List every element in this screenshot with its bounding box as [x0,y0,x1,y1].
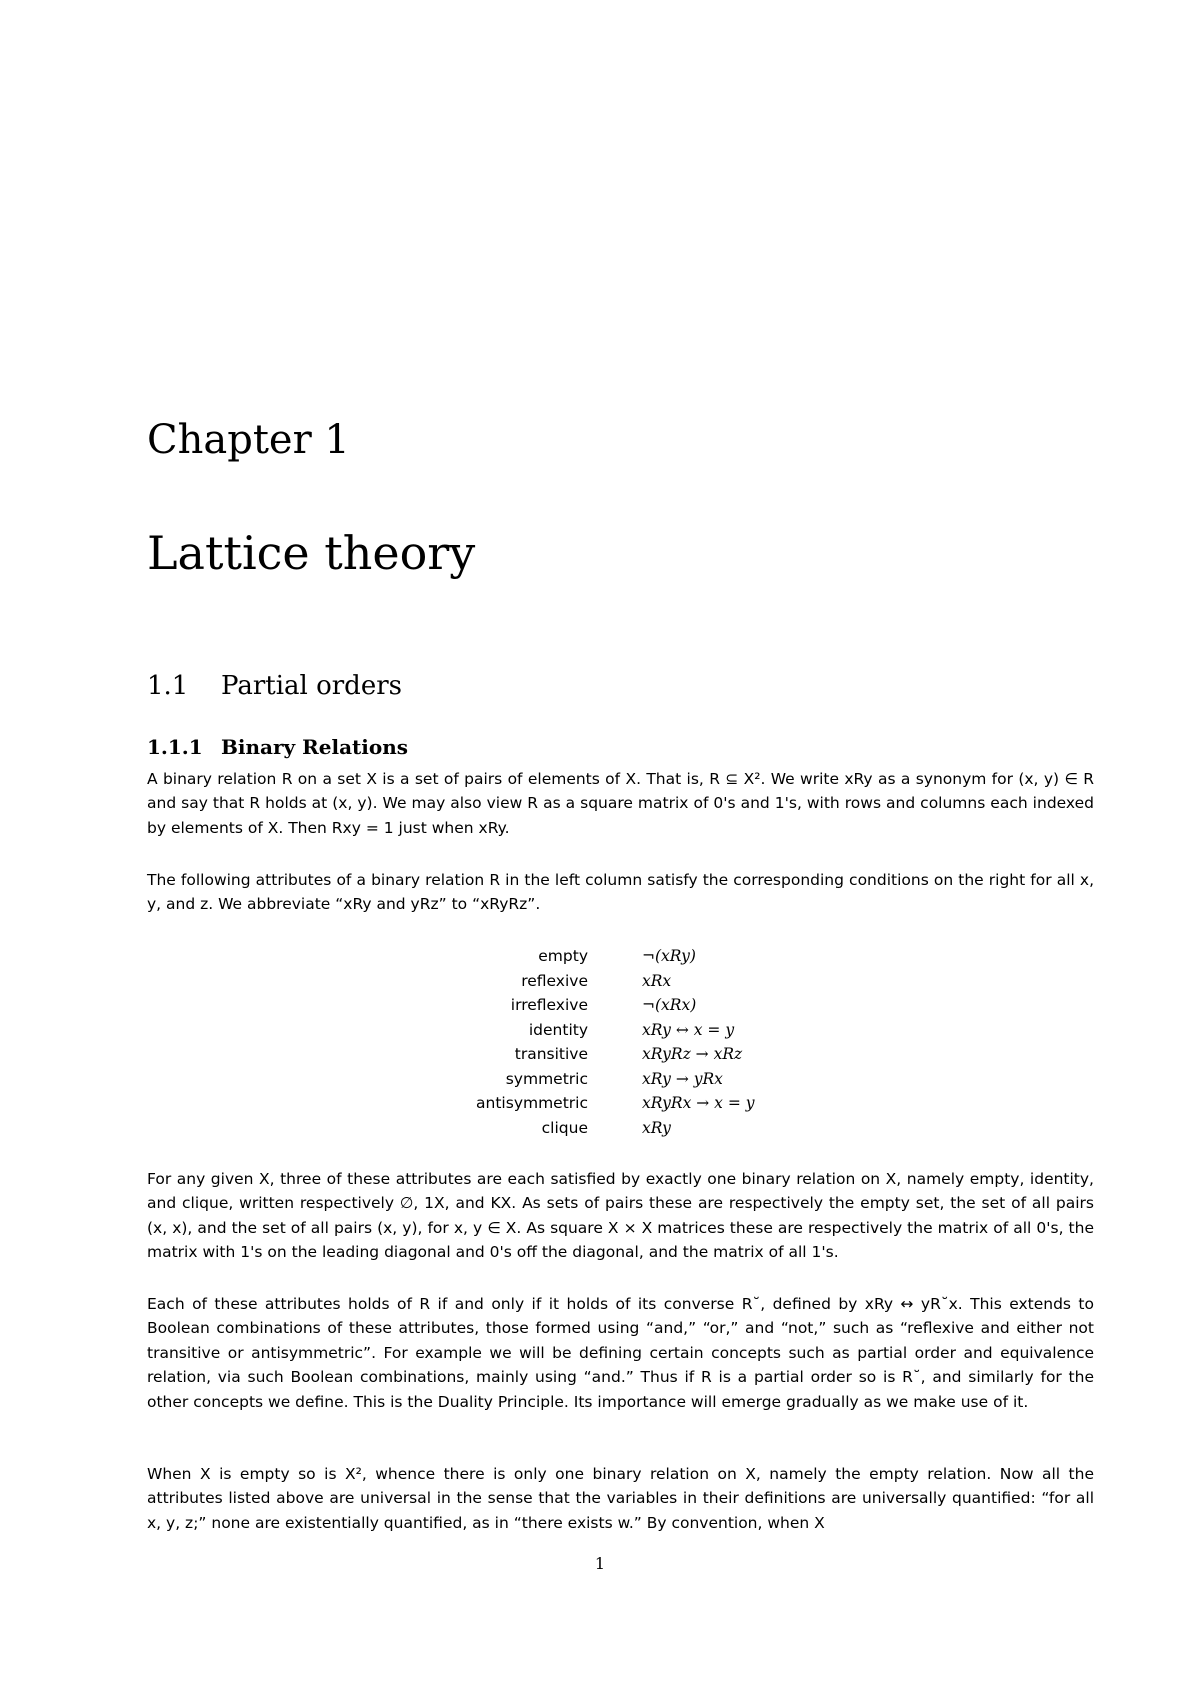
attribute-condition: ¬(xRx) [642,996,697,1014]
table-row [400,1116,755,1141]
section-number: 1.1 [147,671,189,701]
attribute-condition: xRx [642,971,672,990]
subsection-title: Binary Relations [221,735,409,759]
attribute-name: clique [541,1118,588,1137]
chapter-label: Chapter 1 [147,417,350,463]
section-title: Partial orders [221,671,402,701]
table-row [400,944,755,969]
paragraph-empty-set [147,1462,1094,1535]
attribute-condition: ¬(xRy) [642,947,696,965]
attribute-name: antisymmetric [476,1094,588,1112]
attribute-condition: xRy ↔ x = y [642,1020,735,1039]
chapter-title: Lattice theory [147,526,476,580]
paragraph-text: For any given X, three of these attributes are each satisfied by exactly one binary relation on X, namely empty, identity, and clique, written respectively ∅, 1X, and KX. As sets of pairs these are respectively the empty set, the set of all pairs (x, x), and the set of all pairs (x, y), for x, y ∈ X. As square X × X matrices these are respectively the matrix of all 0's, the matrix with 1's on the leading diagonal and 0's off the diagonal, and the matrix of all 1's. [147,1170,1094,1262]
paragraph-text: Each of these attributes holds of R if and only if it holds of its converse R˘, defined by xRy ↔ yR˘x. This extends to Boolean combinations of these attributes, those formed using “and,” “or,” and “not,” such as “reflexive and either not transitive or antisymmetric”. For example we will be defining certain concepts such as partial order and equivalence relation, via such Boolean combinations, mainly using “and.” Thus if R is a partial order so is R˘, and similarly for the other concepts we define. This is the Duality Principle. Its importance will emerge gradually as we make use of it. [147,1295,1094,1411]
attribute-name: symmetric [505,1069,588,1088]
paragraph-text: A binary relation R on a set X is a set of pairs of elements of X. That is, R ⊆ X². We write xRy as a synonym for (x, y) ∈ R and say that R holds at (x, y). We may also view R as a square matrix of 0's and 1's, with rows and columns each indexed by elements of X. Then Rxy = 1 just when xRy. [147,770,1094,837]
table-row [400,1018,755,1043]
table-row [400,1042,755,1067]
attribute-condition: xRyRx → x = y [642,1094,755,1112]
subsection-number: 1.1.1 [147,735,203,759]
table-row [400,969,755,994]
section-heading [147,673,402,699]
paragraph-special-relations [147,1167,1094,1265]
table-row [400,1067,755,1092]
attributes-table [400,944,755,1140]
paragraph-text: The following attributes of a binary relation R in the left column satisfy the corresponding conditions on the right for all x, y, and z. We abbreviate “xRy and yRz” to “xRyRz”. [147,871,1094,914]
paragraph-binary-relation-definition [147,767,1094,840]
table-row [400,1091,755,1116]
page-number: 1 [594,1554,606,1573]
attribute-condition: xRy [642,1118,671,1137]
attribute-condition: xRy → yRx [642,1069,723,1088]
attribute-name: reflexive [521,971,588,990]
attribute-name: irreflexive [510,996,588,1014]
paragraph-duality-principle [147,1292,1094,1414]
attribute-name: transitive [514,1045,588,1063]
table-row [400,993,755,1018]
attribute-name: identity [528,1020,588,1039]
paragraph-text: When X is empty so is X², whence there is only one binary relation on X, namely the empty relation. Now all the attributes listed above are universal in the sense that the variables in their definitions are universally quantified: “for all x, y, z;” none are existentially quantified, as in “there exists w.” By convention, when X [147,1465,1094,1532]
subsection-heading [147,737,408,757]
paragraph-attributes-intro [147,868,1094,917]
attribute-name: empty [538,947,588,965]
attribute-condition: xRyRz → xRz [642,1045,743,1063]
